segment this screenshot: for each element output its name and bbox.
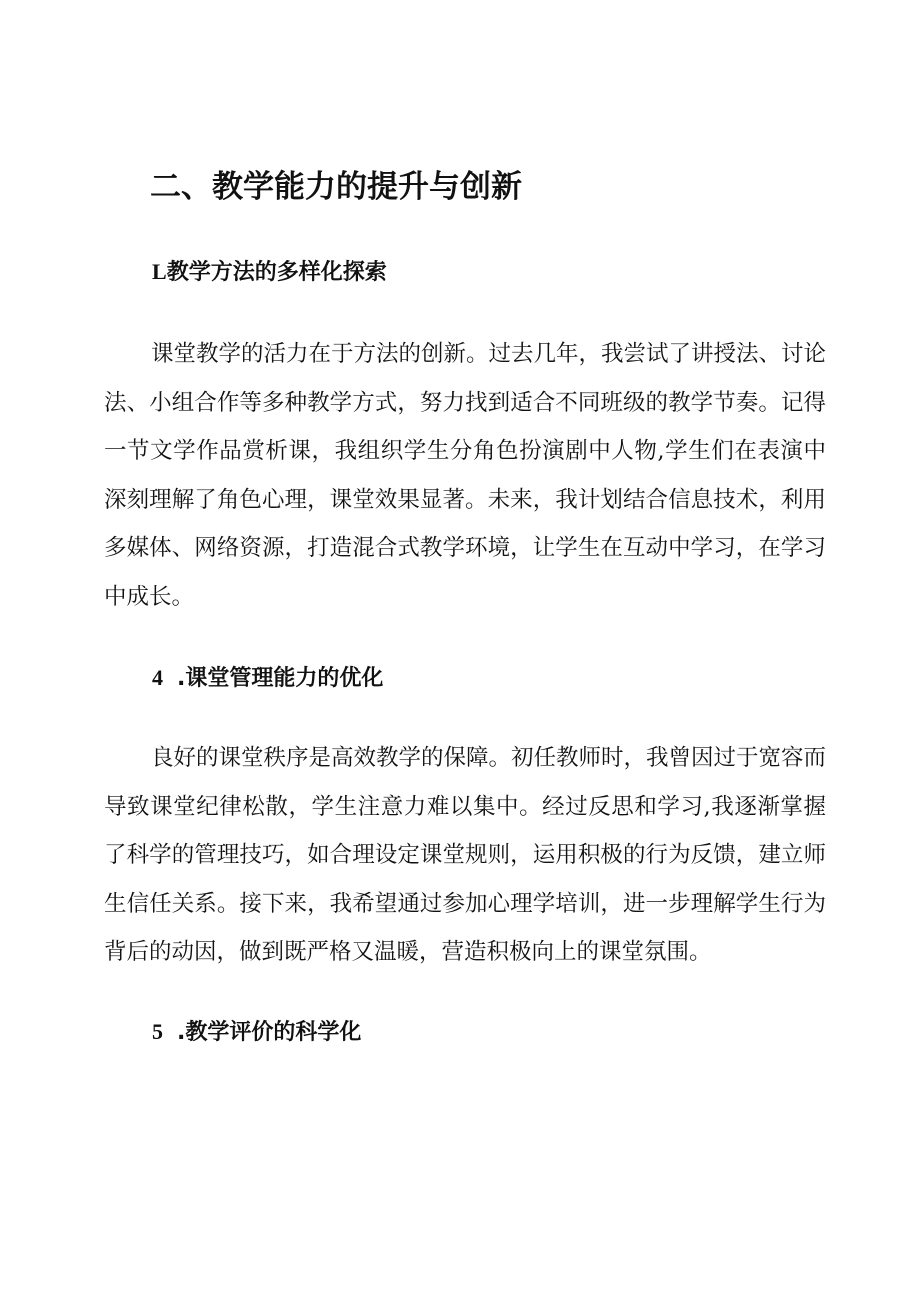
section-title: 二、教学能力的提升与创新: [150, 169, 522, 205]
subsection-title-1: 教学方法的多样化探索: [166, 260, 387, 285]
subsection-paragraph-1: 课堂教学的活力在于方法的创新。过去几年，我尝试了讲授法、讨论法、小组合作等多种教学方式，努力找到适合不同班级的教学节奏。记得一节文学作品赏析课，我组织学生分角色扮演剧中人物,学生们在表演中深刻理解了角色心理，课堂效果显著。未来，我计划结合信息技术，利用多媒体、网络资源，打造混合式教学环境，让学生在互动中学习，在学习中成长。: [104, 341, 827, 610]
subsection-title-2: .课堂管理能力的优化: [177, 666, 384, 691]
subsection-heading-3: [152, 1016, 361, 1049]
subsection-heading-2: [152, 662, 383, 695]
subsection-paragraph-2: 良好的课堂秩序是高效教学的保障。初任教师时，我曾因过于宽容而导致课堂纪律松散，学生注意力难以集中。经过反思和学习,我逐渐掌握了科学的管理技巧，如合理设定课堂规则，运用积极的行为反馈，建立师生信任关系。接下来，我希望通过参加心理学培训，进一步理解学生行为背后的动因，做到既严格又温暖，营造积极向上的课堂氛围。: [104, 745, 827, 965]
subsection-number-1: L: [152, 259, 167, 284]
subsection-number-2: 4: [152, 665, 163, 690]
subsection-number-3: 5: [152, 1019, 163, 1044]
subsection-heading-1: [152, 256, 387, 289]
subsection-title-3: .教学评价的科学化: [177, 1020, 362, 1045]
